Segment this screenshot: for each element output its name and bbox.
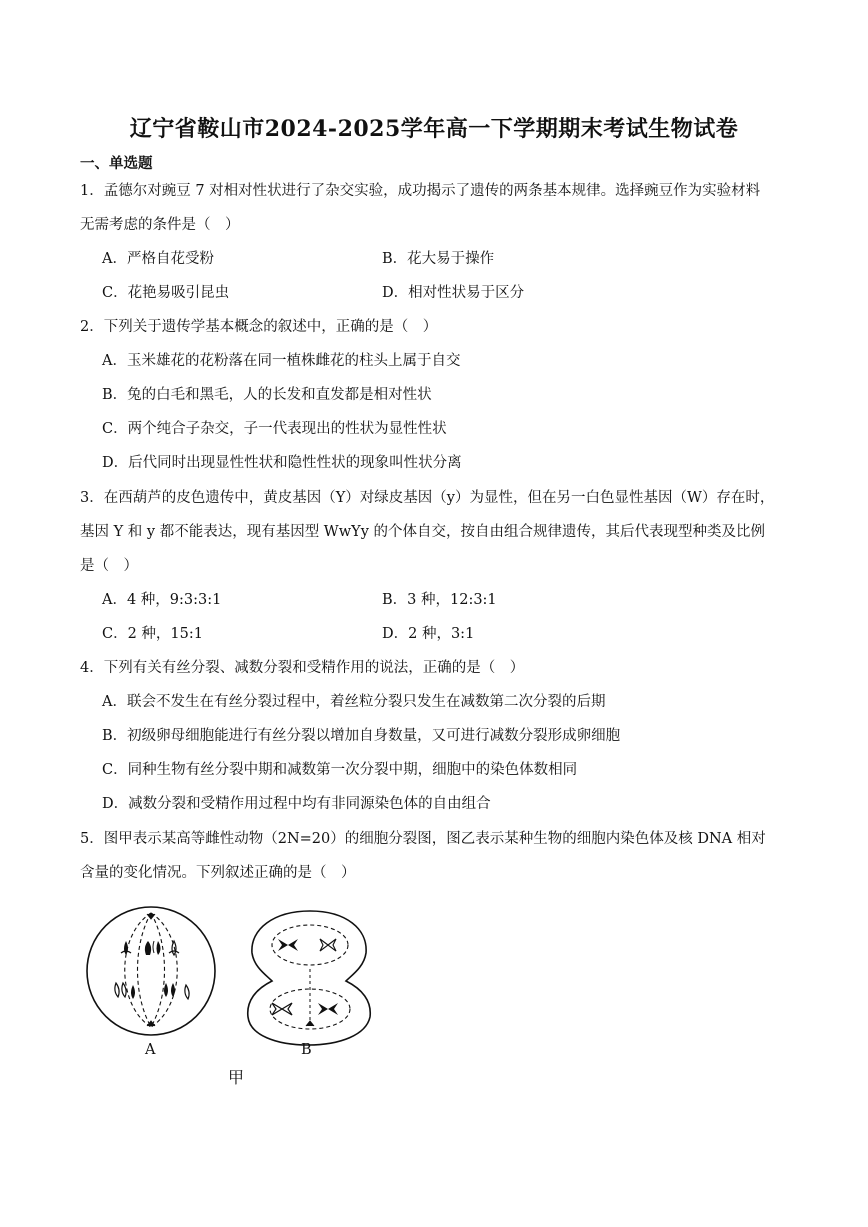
q3-option-b: B．3 种，12:3:1 bbox=[382, 592, 497, 608]
q4-option-a: A．联会不发生在有丝分裂过程中，着丝粒分裂只发生在减数第二次分裂的后期 bbox=[102, 694, 606, 710]
q1-option-d: D．相对性状易于区分 bbox=[382, 285, 525, 301]
q1-stem-line1: 1．孟德尔对豌豆 7 对相对性状进行了杂交实验，成功揭示了遗传的两条基本规律。选择豌豆作为实验材料 bbox=[80, 183, 761, 199]
q5-stem-line1: 5．图甲表示某高等雌性动物（2N=20）的细胞分裂图，图乙表示某种生物的细胞内染色体及核 DNA 相对 bbox=[80, 831, 766, 847]
q4-option-c: C．同种生物有丝分裂中期和减数第一次分裂中期，细胞中的染色体数相同 bbox=[102, 762, 578, 778]
cell-diagram-svg bbox=[78, 905, 378, 1090]
q3-stem-line2: 基因 Y 和 y 都不能表达，现有基因型 WwYy 的个体自交，按自由组合规律遗传，其后代表现型种类及比例 bbox=[80, 524, 765, 540]
q2-option-b: B．兔的白毛和黑毛，人的长发和直发都是相对性状 bbox=[102, 387, 432, 403]
q2-option-a: A．玉米雄花的花粉落在同一植株雌花的柱头上属于自交 bbox=[102, 353, 461, 369]
q4-option-b: B．初级卵母细胞能进行有丝分裂以增加自身数量，又可进行减数分裂形成卵细胞 bbox=[102, 728, 621, 744]
q3-stem-line1: 3．在西葫芦的皮色遗传中，黄皮基因（Y）对绿皮基因（y）为显性，但在另一白色显性基因（W）存在时， bbox=[80, 490, 775, 506]
cell-b-diagram bbox=[248, 911, 371, 1045]
q3-stem-line3: 是（ ） bbox=[80, 558, 138, 574]
q5-stem-line2: 含量的变化情况。下列叙述正确的是（ ） bbox=[80, 865, 356, 881]
q4-option-d: D．减数分裂和受精作用过程中均有非同源染色体的自由组合 bbox=[102, 796, 491, 812]
q2-stem-line1: 2．下列关于遗传学基本概念的叙述中，正确的是（ ） bbox=[80, 319, 438, 335]
q1-option-c: C．花艳易吸引昆虫 bbox=[102, 285, 230, 301]
q2-option-c: C．两个纯合子杂交，子一代表现出的性状为显性性状 bbox=[102, 421, 447, 437]
q3-option-a: A．4 种，9:3:3:1 bbox=[102, 592, 222, 608]
section-heading: 一、单选题 bbox=[80, 155, 153, 172]
figure-label-a: A bbox=[145, 1042, 156, 1058]
figure-caption: 甲 bbox=[228, 1068, 245, 1087]
cell-a-diagram bbox=[87, 907, 215, 1035]
q4-stem-line1: 4．下列有关有丝分裂、减数分裂和受精作用的说法，正确的是（ ） bbox=[80, 660, 525, 676]
q1-option-b: B．花大易于操作 bbox=[382, 251, 495, 267]
q1-option-a: A．严格自花受粉 bbox=[102, 251, 214, 267]
exam-title: 辽宁省鞍山市2024-2025学年高一下学期期末考试生物试卷 bbox=[129, 116, 739, 142]
figure-label-b: B bbox=[301, 1042, 312, 1058]
q2-option-d: D．后代同时出现显性性状和隐性性状的现象叫性状分离 bbox=[102, 455, 462, 471]
q3-option-c: C．2 种，15:1 bbox=[102, 626, 203, 642]
cell-division-figure bbox=[78, 905, 378, 1090]
q1-stem-line2: 无需考虑的条件是（ ） bbox=[80, 217, 240, 233]
q3-option-d: D．2 种，3:1 bbox=[382, 626, 475, 642]
